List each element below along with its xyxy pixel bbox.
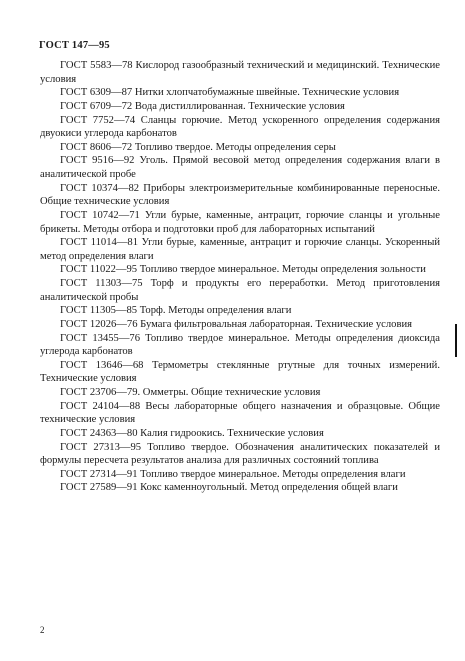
- reference-item: ГОСТ 8606—72 Топливо твердое. Методы определения серы: [60, 141, 336, 153]
- reference-item: ГОСТ 23706—79. Омметры. Общие технические условия: [60, 387, 321, 398]
- reference-item: ГОСТ 11022—95 Топливо твердое минеральное. Методы определения зольности: [60, 264, 426, 276]
- reference-item: ГОСТ 9516—92 Уголь. Прямой весовой метод определения содержания влаги в аналитической пробе: [40, 155, 440, 180]
- reference-item: ГОСТ 6309—87 Нитки хлопчатобумажные швейные. Технические условия: [60, 87, 400, 99]
- reference-item: ГОСТ 11303—75 Торф и продукты его переработки. Метод приготовления аналитической пробы: [40, 278, 440, 303]
- reference-item: ГОСТ 27313—95 Топливо твердое. Обозначения аналитических показателей и формулы пересчета результатов анализа для различных состояний топлива: [40, 441, 440, 467]
- normative-references-list: [40, 59, 440, 495]
- reference-item: ГОСТ 12026—76 Бумага фильтровальная лабораторная. Технические условия: [60, 318, 412, 330]
- reference-item: ГОСТ 27314—91 Топливо твердое минеральное. Методы определения влаги: [60, 468, 406, 480]
- page-header: ГОСТ 147—95: [39, 40, 110, 51]
- revision-margin-bar: [455, 324, 457, 357]
- reference-item: ГОСТ 11014—81 Угли бурые, каменные, антрацит и горючие сланцы. Ускоренный метод определения влаги: [40, 237, 440, 262]
- reference-item: ГОСТ 13455—76 Топливо твердое минеральное. Методы определения диоксида углерода карбонатов: [40, 332, 440, 358]
- reference-item: ГОСТ 7752—74 Сланцы горючие. Метод ускоренного определения содержания двуокиси углерода карбонатов: [40, 114, 440, 140]
- reference-item: ГОСТ 5583—78 Кислород газообразный технический и медицинский. Технические условия: [40, 60, 440, 85]
- reference-item: ГОСТ 24104—88 Весы лабораторные общего назначения и образцовые. Общие технические условия: [40, 400, 440, 426]
- reference-item: ГОСТ 10742—71 Угли бурые, каменные, антрацит, горючие сланцы и угольные брикеты. Методы отбора и подготовки проб для лабораторных испытаний: [40, 209, 440, 235]
- reference-item: ГОСТ 10374—82 Приборы электроизмерительные комбинированные переносные. Общие технические условия: [40, 182, 440, 208]
- reference-item: ГОСТ 11305—85 Торф. Методы определения влаги: [60, 305, 292, 317]
- reference-item: ГОСТ 24363—80 Калия гидроокись. Технические условия: [60, 427, 324, 439]
- reference-item: ГОСТ 27589—91 Кокс каменноугольный. Метод определения общей влаги: [60, 482, 398, 494]
- reference-item: ГОСТ 6709—72 Вода дистиллированная. Технические условия: [60, 100, 345, 112]
- reference-item: ГОСТ 13646—68 Термометры стеклянные ртутные для точных измерений. Технические условия: [40, 359, 440, 385]
- page-number: 2: [40, 625, 45, 635]
